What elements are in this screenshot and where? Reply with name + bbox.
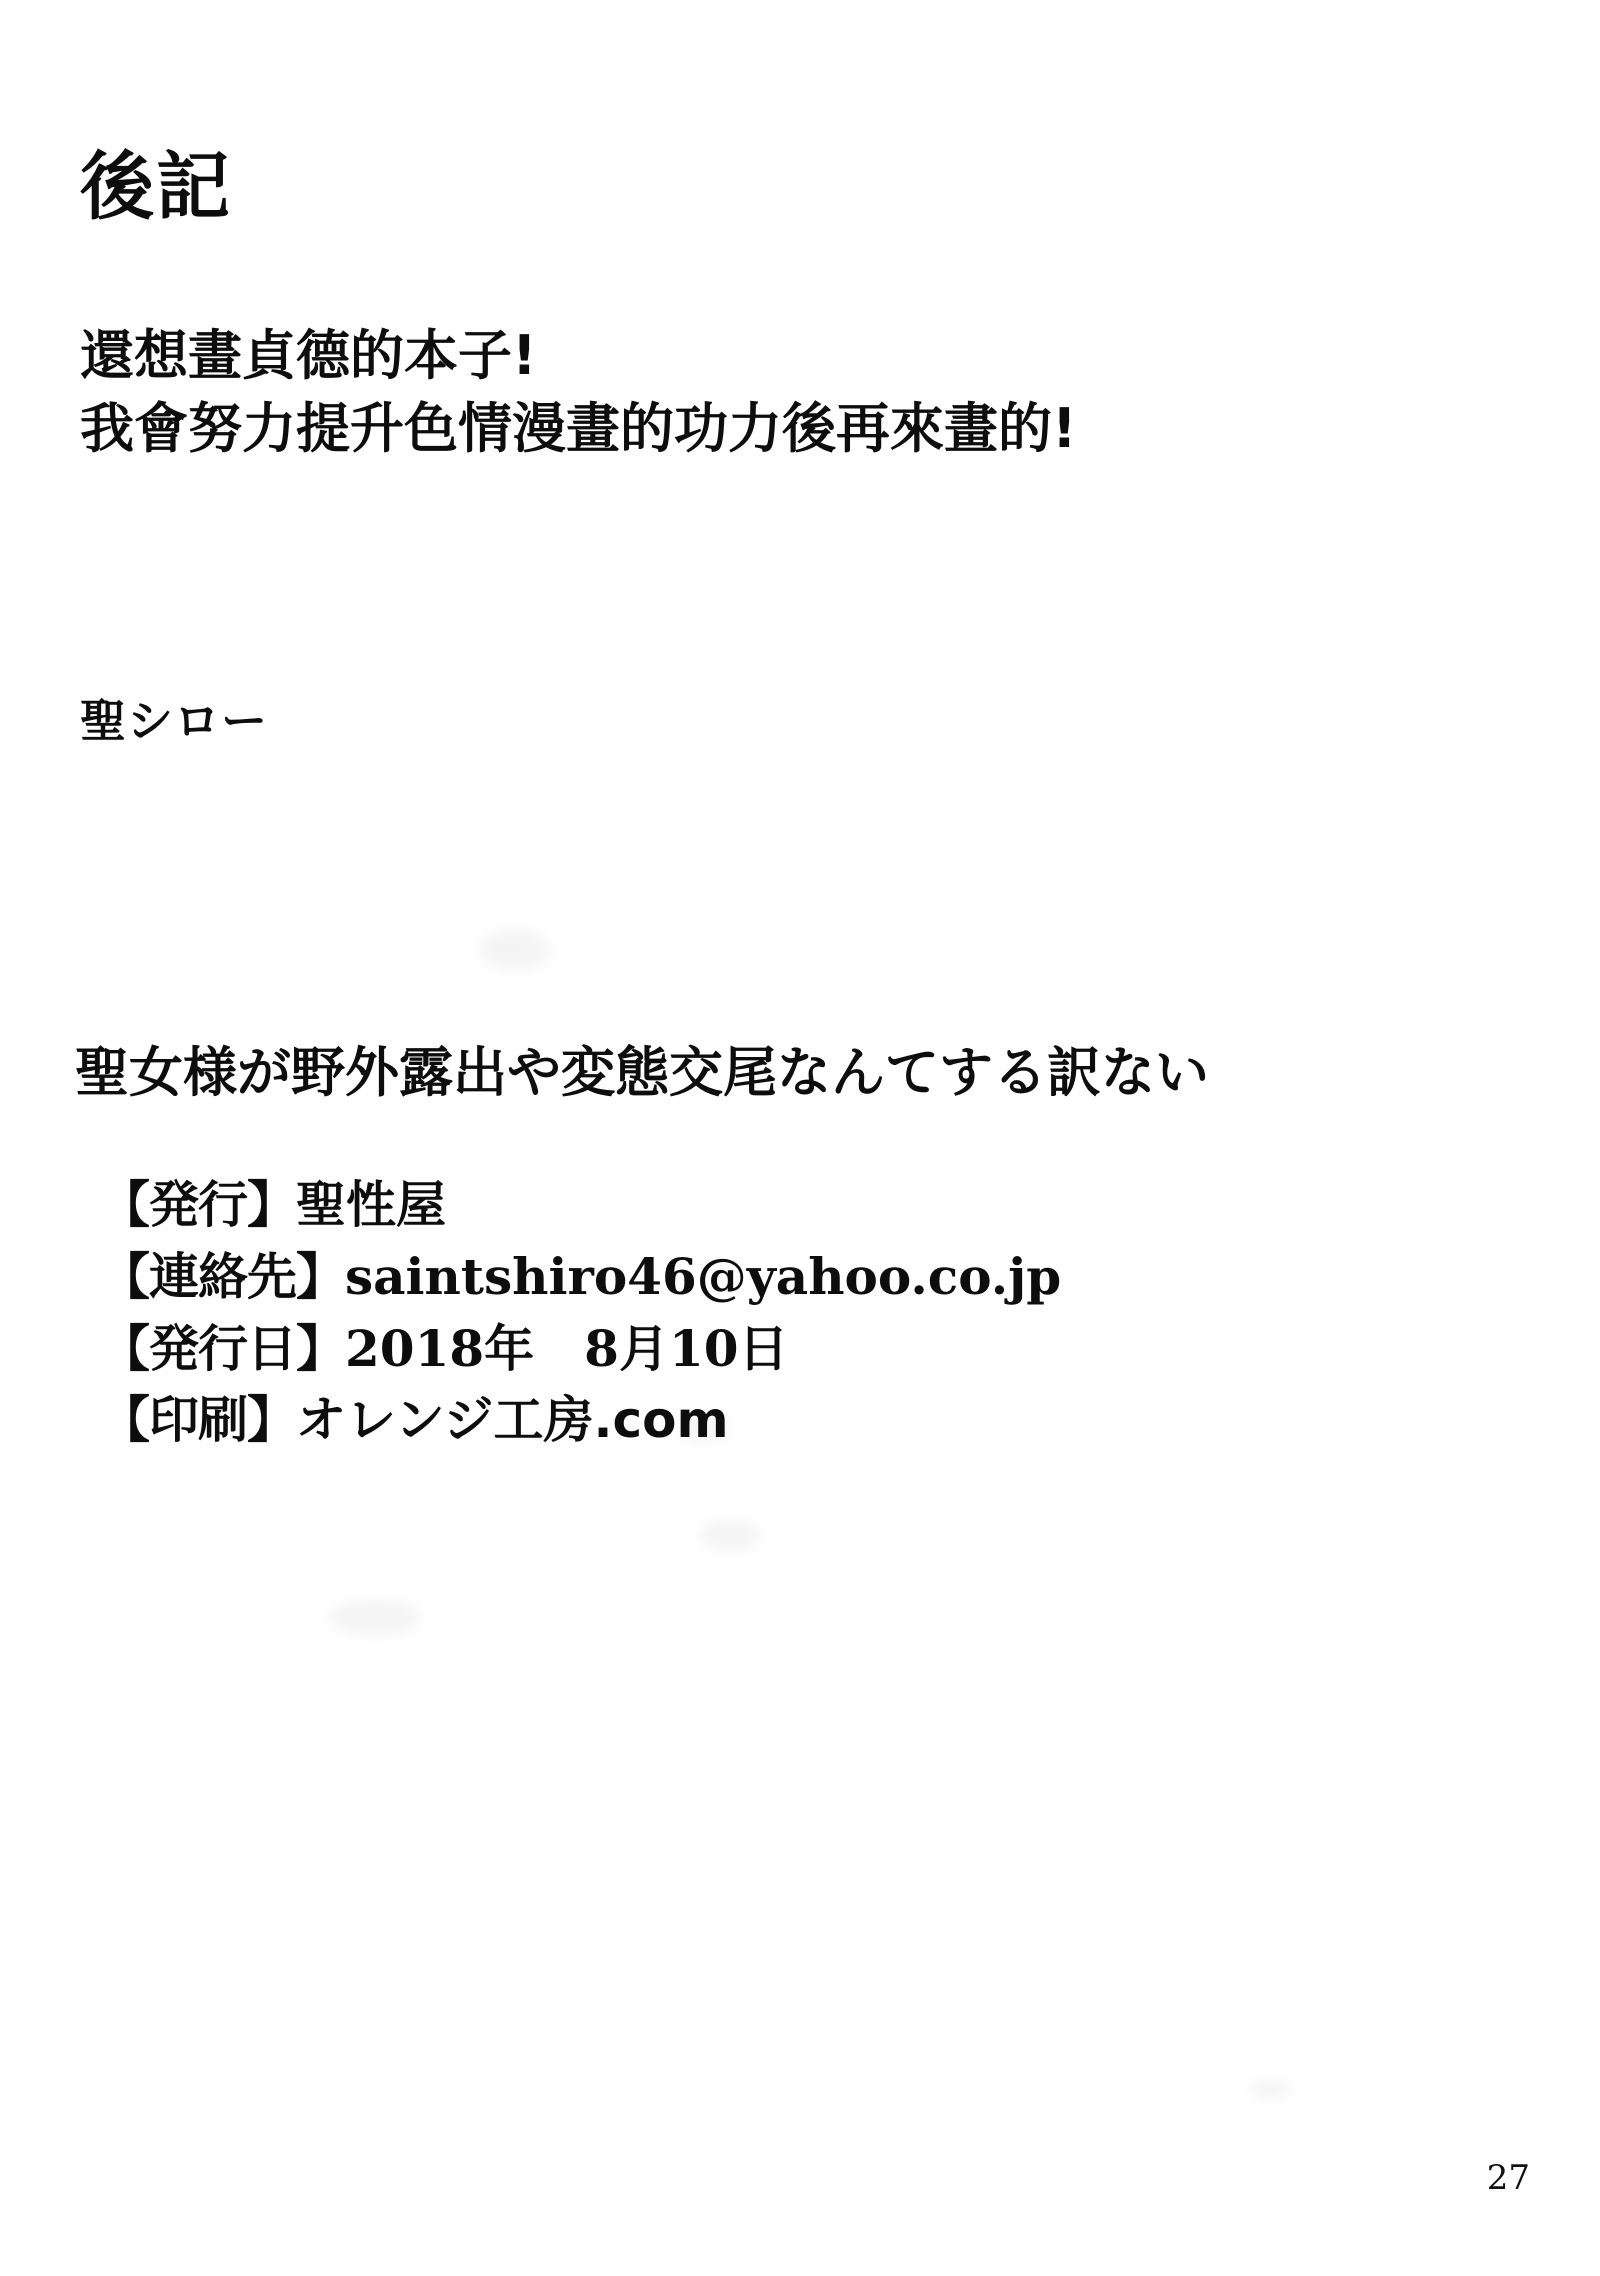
page-number: 27 [1486,2158,1530,2198]
colophon-label: 【印刷】 [100,1391,296,1449]
colophon-row [100,1385,1061,1456]
colophon-row [100,1241,1061,1313]
afterword-heading: 後記 [80,144,232,230]
work-title: 聖女様が野外露出や変態交尾なんてする訳ない [75,1041,1209,1104]
colophon-list [100,1170,1061,1456]
author-signature: 聖シロー [80,694,268,748]
colophon-row [100,1313,1061,1385]
colophon-label: 【発行】 [100,1176,296,1234]
colophon-value-date: 2018年 8月10日 [345,1319,789,1378]
colophon-row [100,1170,1061,1241]
colophon-label: 【連絡先】 [100,1248,345,1306]
colophon-value: 聖性屋 [296,1176,446,1234]
afterword-body [80,320,1077,466]
afterword-line: 還想畫貞德的本子! [80,324,537,387]
colophon-label: 【発行日】 [100,1320,345,1378]
afterword-line: 我會努力提升色情漫畫的功力後再來畫的! [80,396,1077,460]
colophon-value-email: saintshiro46@yahoo.co.jp [345,1247,1062,1306]
colophon-value-printer: オレンジ工房.com [296,1391,729,1449]
